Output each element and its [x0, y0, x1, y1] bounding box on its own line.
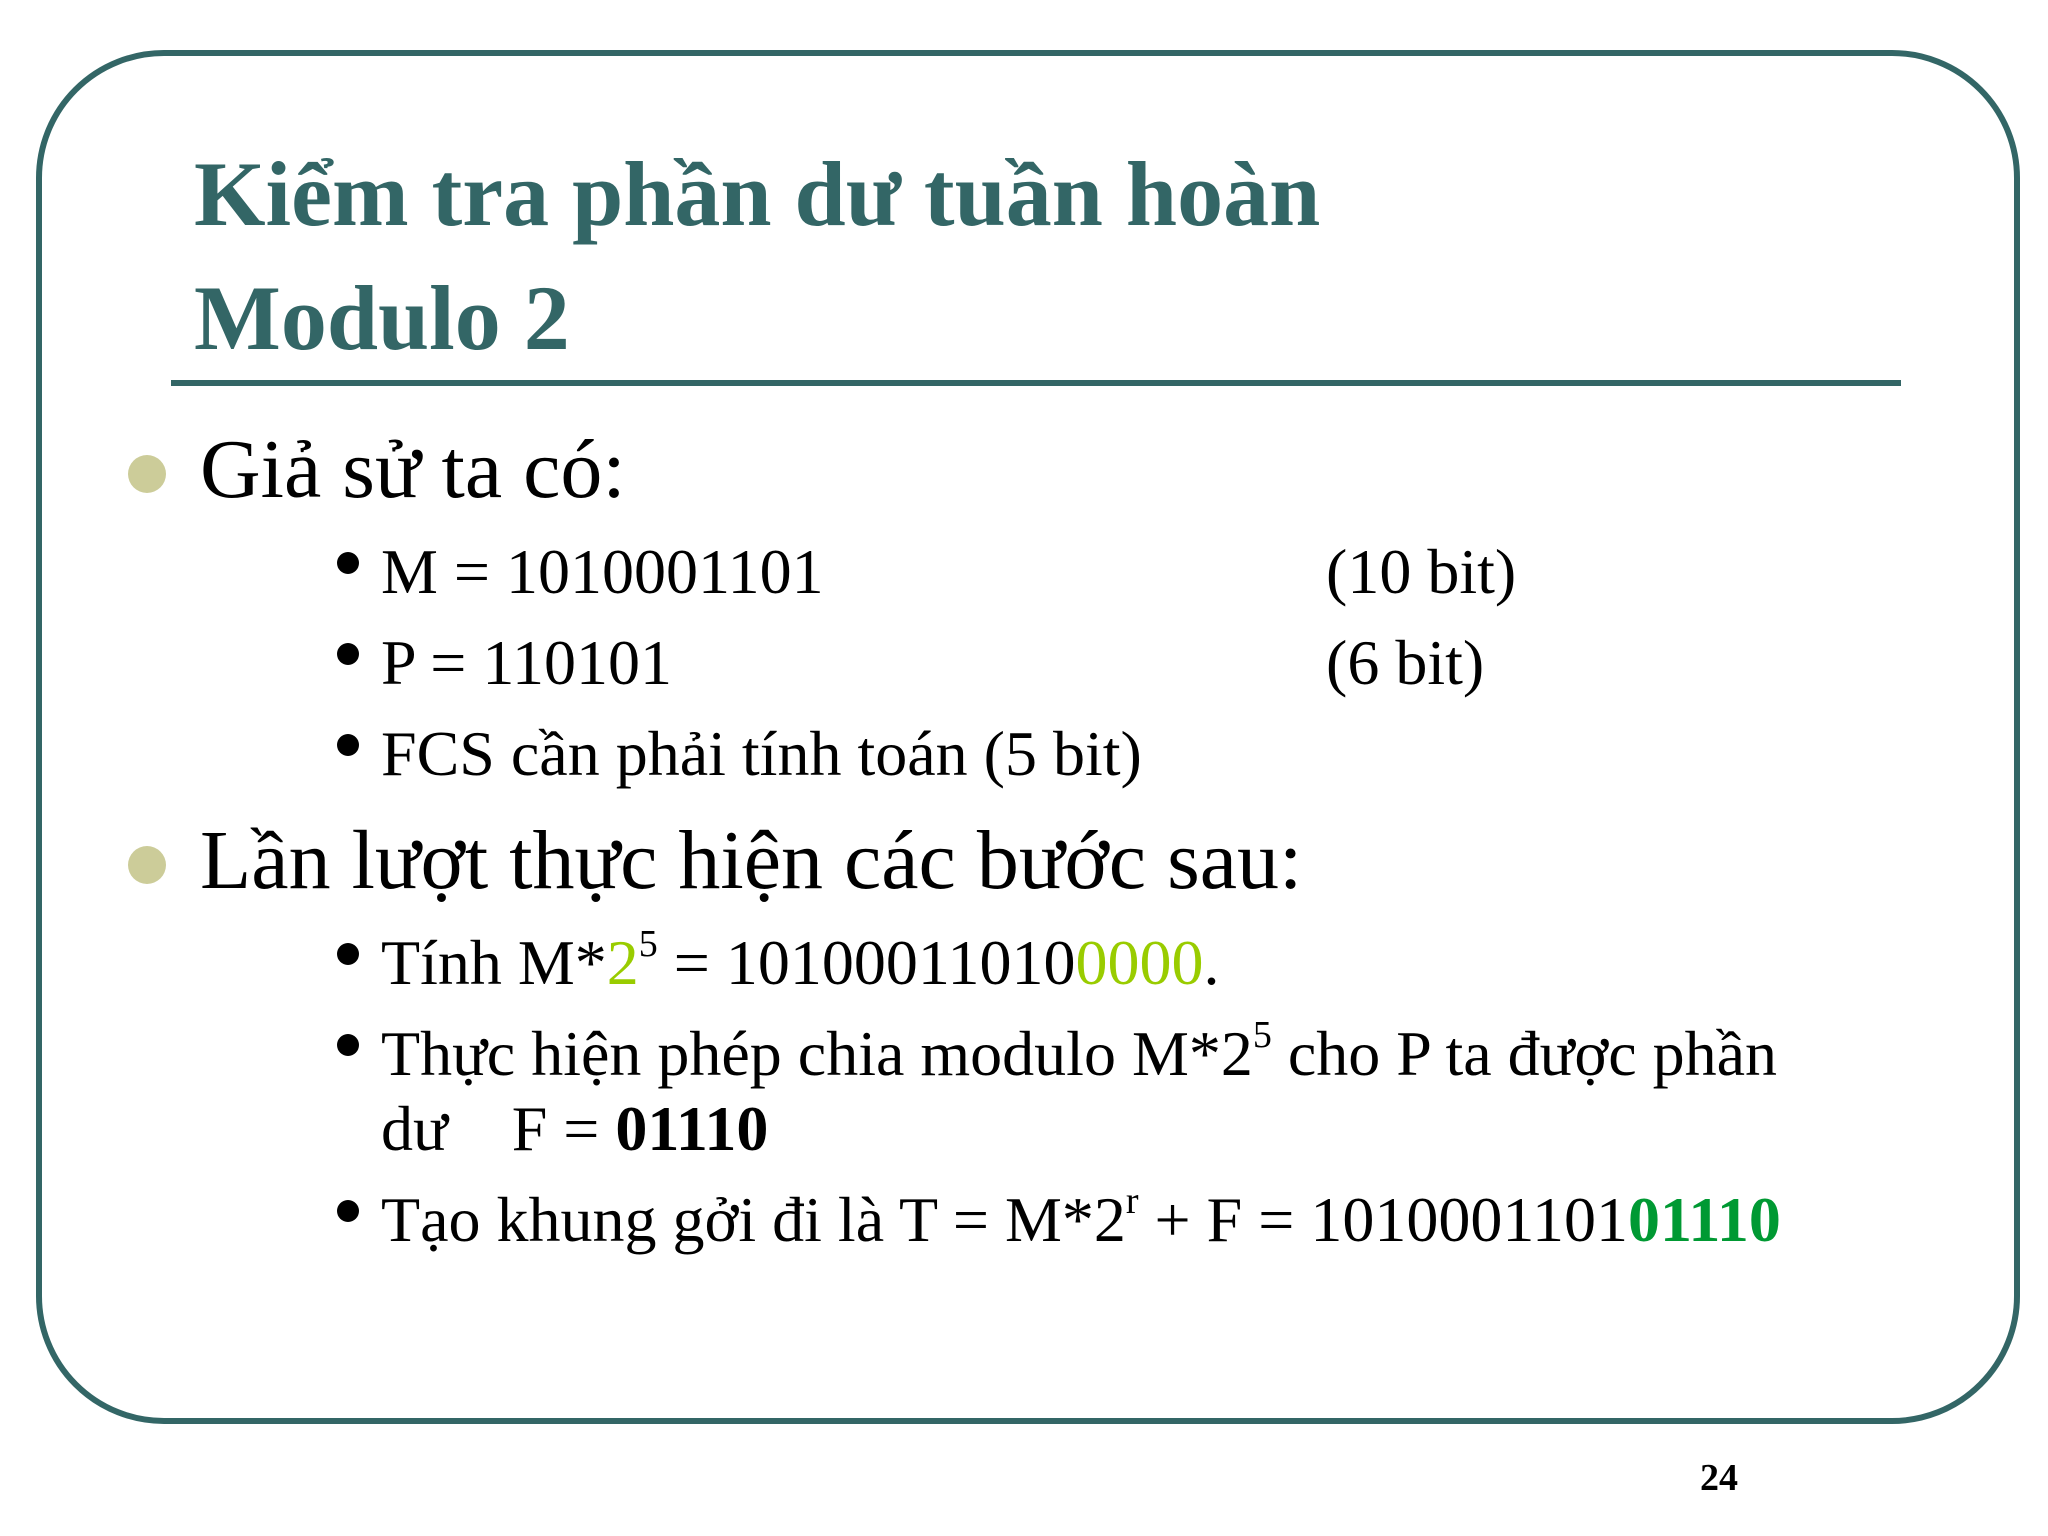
step2-text-end: cho P ta được phần — [1271, 1018, 1777, 1089]
bullet-dot — [128, 846, 166, 884]
p-bits: (6 bit) — [1326, 627, 1485, 698]
sub-bullet-dot — [337, 1034, 359, 1056]
step1-period: . — [1203, 927, 1220, 998]
p-value: P = 110101 — [381, 627, 672, 698]
sub-bullet-m — [381, 535, 1517, 609]
step2-exp: 5 — [1252, 1013, 1272, 1056]
sub-bullet-p — [381, 626, 1485, 700]
slide-title — [194, 132, 1320, 380]
step1-exp: 5 — [638, 922, 658, 965]
bullet-item: Lần lượt thực hiện các bước sau: — [200, 814, 1303, 907]
step1-text: Tính M* — [381, 927, 607, 998]
sub-bullet-step2 — [381, 1013, 1777, 1091]
sub-bullet-dot — [337, 943, 359, 965]
step2-line2: dư F = — [381, 1093, 616, 1164]
sub-bullet-fcs: FCS cần phải tính toán (5 bit) — [381, 718, 1142, 789]
step2-text: Thực hiện phép chia modulo M*2 — [381, 1018, 1253, 1089]
step1-base: 2 — [606, 927, 639, 998]
sub-bullet-dot — [337, 643, 359, 665]
step1-value: = 10100011010 — [657, 927, 1076, 998]
title-line-2: Modulo 2 — [194, 267, 570, 369]
page-number: 24 — [1700, 1457, 1738, 1499]
step3-exp: r — [1125, 1179, 1139, 1222]
step3-value: + F = 1010001101 — [1138, 1184, 1628, 1255]
m-value: M = 1010001101 — [381, 536, 824, 607]
bullet-item: Giả sử ta có: — [200, 423, 626, 516]
step3-fcs: 01110 — [1627, 1184, 1781, 1255]
sub-bullet-dot — [337, 734, 359, 756]
title-underline — [171, 380, 1901, 386]
step3-text: Tạo khung gởi đi là T = M*2 — [381, 1184, 1126, 1255]
sub-bullet-step3 — [381, 1179, 1781, 1257]
step1-zeros: 0000 — [1075, 927, 1204, 998]
title-line-1: Kiểm tra phần dư tuần hoàn — [194, 143, 1321, 245]
sub-bullet-dot — [337, 1200, 359, 1222]
bullet-dot — [128, 455, 166, 493]
remainder-value: 01110 — [615, 1093, 769, 1164]
sub-bullet-step1 — [381, 922, 1220, 1000]
sub-bullet-step2-cont — [381, 1092, 768, 1166]
m-bits: (10 bit) — [1326, 536, 1517, 607]
sub-bullet-dot — [337, 552, 359, 574]
